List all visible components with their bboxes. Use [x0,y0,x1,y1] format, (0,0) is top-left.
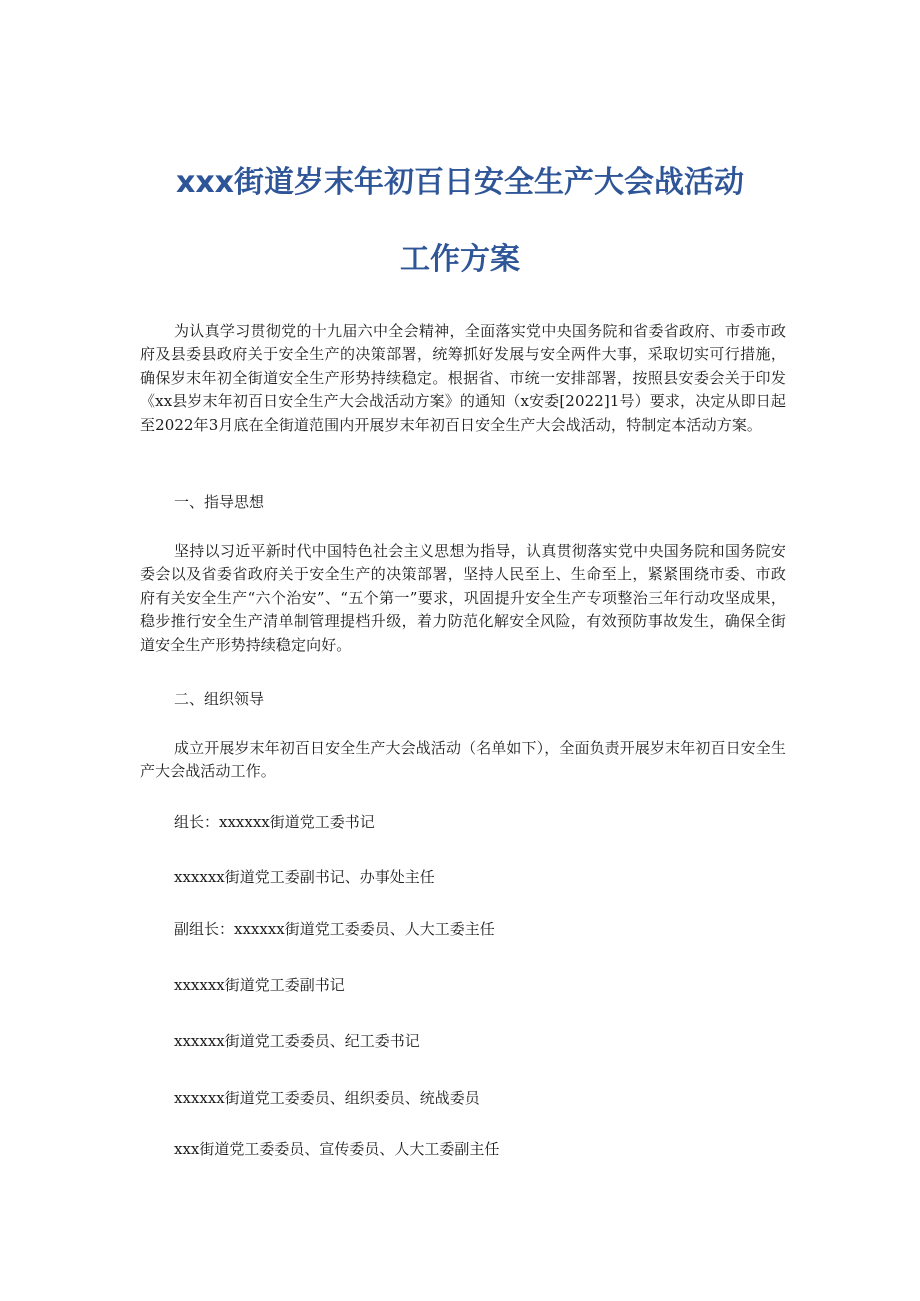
member-line-group-leader: 组长：xxxxxx街道党工委书记 [174,813,375,831]
document-title-line-2: 工作方案 [400,242,520,277]
member-line-deputy-leader: 副组长：xxxxxx街道党工委委员、人大工委主任 [174,920,495,938]
member-line: xxx街道党工委委员、宣传委员、人大工委副主任 [174,1140,500,1158]
document-title-line-1: xxx街道岁末年初百日安全生产大会战活动 [175,165,745,200]
section-heading-organization: 二、组织领导 [174,690,265,708]
intro-paragraph: 为认真学习贯彻党的十九届六中全会精神，全面落实党中央国务院和省委省政府、市委市政府及县委县政府关于安全生产的决策部署，统筹抓好发展与安全两件大事，采取切实可行措施，确保岁末年初全街道安全生产形势持续稳定。根据省、市统一安排部署，按照县安委会关于印发《xx县岁末年初百日安全生产大会战活动方案》的通知（x安委[2022]1号）要求，决定从即日起至2022年3月底在全街道范围内开展岁末年初百日安全生产大会战活动，特制定本活动方案。 [140,322,786,434]
member-line: xxxxxx街道党工委委员、纪工委书记 [174,1032,420,1050]
member-line: xxxxxx街道党工委委员、组织委员、统战委员 [174,1089,480,1107]
member-line: xxxxxx街道党工委副书记、办事处主任 [174,868,435,886]
section-heading-guiding-ideology: 一、指导思想 [174,493,265,511]
organization-paragraph: 成立开展岁末年初百日安全生产大会战活动（名单如下），全面负责开展岁末年初百日安全生产大会战活动工作。 [140,739,786,781]
guiding-ideology-paragraph: 坚持以习近平新时代中国特色社会主义思想为指导，认真贯彻落实党中央国务院和国务院安委会以及省委省政府关于安全生产的决策部署，坚持人民至上、生命至上，紧紧围绕市委、市政府有关安全生产“六个治安”、“五个第一”要求，巩固提升安全生产专项整治三年行动攻坚成果，稳步推行安全生产清单制管理提档升级，着力防范化解安全风险，有效预防事故发生，确保全街道安全生产形势持续稳定向好。 [140,542,786,654]
member-line: xxxxxx街道党工委副书记 [174,976,345,994]
